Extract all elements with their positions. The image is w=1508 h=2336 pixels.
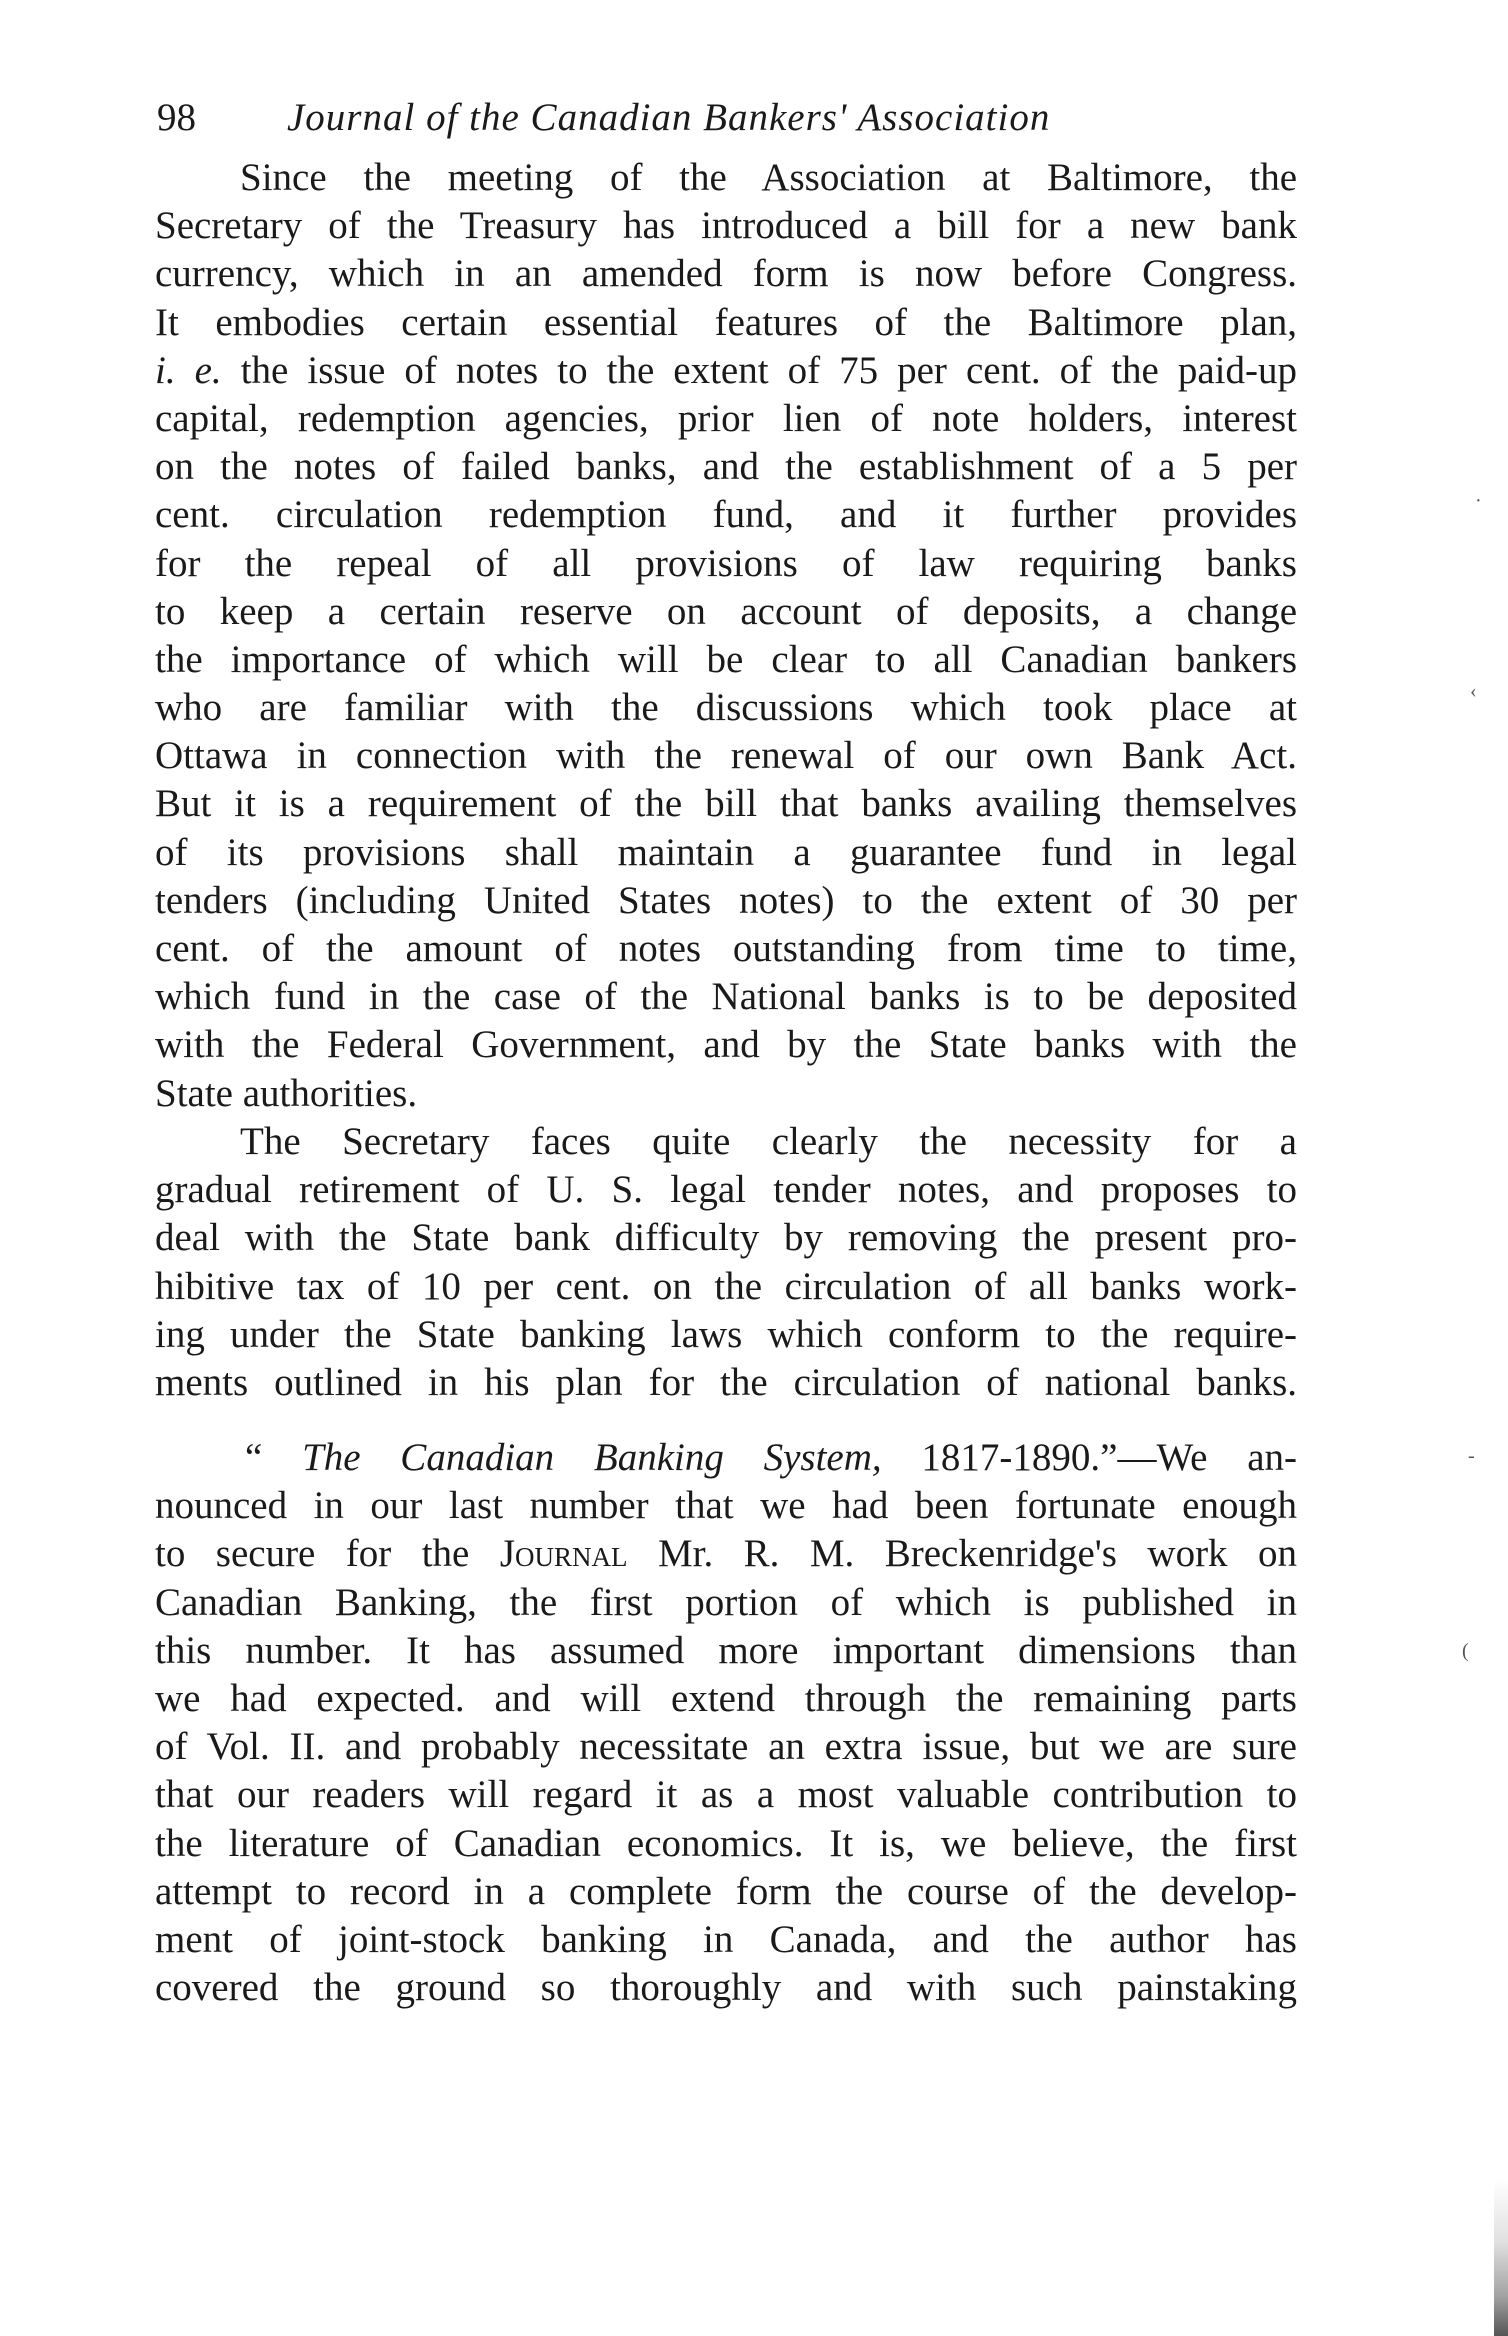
text-line: cent. of the amount of notes outstanding from time to time, bbox=[155, 927, 1297, 970]
text-line: ing under the State banking laws which conform to the require- bbox=[155, 1312, 1297, 1356]
text-line: that our readers will regard it as a most valuable contribution to bbox=[155, 1773, 1297, 1817]
small-caps-journal: Journal bbox=[499, 1532, 628, 1576]
text-run: to secure for the bbox=[155, 1532, 500, 1576]
text-line: to keep a certain reserve on account of deposits, a change bbox=[155, 589, 1297, 633]
open-quote: “ bbox=[245, 1436, 303, 1479]
text-line: But it is a requirement of the bill that banks availing themselves bbox=[155, 782, 1297, 826]
text-line: with the Federal Government, and by the State banks with the bbox=[155, 1023, 1297, 1067]
text-line: tenders (including United States notes) to the extent of 30 per bbox=[155, 878, 1297, 922]
text-line: nounced in our last number that we had been fortunate enough bbox=[155, 1484, 1297, 1528]
text-line: of Vol. II. and probably necessitate an extra issue, but we are sure bbox=[155, 1725, 1297, 1769]
scan-speck: - bbox=[1468, 1445, 1475, 1467]
paragraph-secretary-plan bbox=[155, 1118, 1297, 1407]
text-line bbox=[155, 347, 1297, 395]
text-line: hibitive tax of 10 per cent. on the circulation of all banks work- bbox=[155, 1264, 1297, 1308]
text-line: we had expected. and will extend through the remaining parts bbox=[155, 1676, 1297, 1720]
paragraph-canadian-banking-system bbox=[155, 1434, 1297, 2012]
text-line: attempt to record in a complete form the course of the develop- bbox=[155, 1869, 1297, 1913]
page-number: 98 bbox=[157, 96, 196, 139]
running-head bbox=[157, 88, 1297, 148]
text-line: State authorities. bbox=[155, 1071, 418, 1115]
text-line: who are familiar with the discussions which took place at bbox=[155, 686, 1297, 730]
text-run: the issue of notes to the extent of 75 per cent. of the paid-up bbox=[221, 348, 1297, 392]
text-line: Since the meeting of the Association at Baltimore, the bbox=[240, 156, 1297, 199]
text-line: on the notes of failed banks, and the establishment of a 5 per bbox=[155, 445, 1297, 489]
text-line: It embodies certain essential features of the Baltimore plan, bbox=[155, 300, 1297, 344]
text-line: the literature of Canadian economics. It is, we believe, the first bbox=[155, 1821, 1297, 1865]
text-line: Secretary of the Treasury has introduced a bill for a new bank bbox=[155, 204, 1297, 248]
text-line: cent. circulation redemption fund, and it further provides bbox=[155, 493, 1297, 537]
text-run: 1817-1890.”—We an- bbox=[881, 1436, 1298, 1479]
text-line: gradual retirement of U. S. legal tender notes, and proposes to bbox=[155, 1168, 1297, 1212]
text-line: ment of joint-stock banking in Canada, and the author has bbox=[155, 1917, 1297, 1961]
text-line: deal with the State bank difficulty by removing the present pro- bbox=[155, 1216, 1297, 1260]
text-line: currency, which in an amended form is now before Congress. bbox=[155, 252, 1297, 296]
scan-speck: · bbox=[1475, 490, 1482, 512]
italic-title: The Canadian Banking System, bbox=[302, 1436, 882, 1479]
text-line: covered the ground so thoroughly and with such painstaking bbox=[155, 1966, 1297, 2010]
text-line: for the repeal of all provisions of law requiring banks bbox=[155, 541, 1297, 585]
paragraph-treasury-bill bbox=[155, 154, 1297, 1118]
journal-title: Journal of the Canadian Bankers' Association bbox=[287, 96, 1051, 139]
text-line: Canadian Banking, the first portion of which is published in bbox=[155, 1580, 1297, 1624]
text-line: this number. It has assumed more important dimensions than bbox=[155, 1628, 1297, 1672]
text-run: Mr. R. M. Breckenridge's work on bbox=[627, 1532, 1297, 1576]
italic-abbreviation: i. e. bbox=[155, 348, 222, 392]
text-line bbox=[155, 1434, 1297, 1482]
text-line: of its provisions shall maintain a guarantee fund in legal bbox=[155, 830, 1297, 874]
text-line: ments outlined in his plan for the circulation of national banks. bbox=[155, 1360, 1297, 1404]
text-line: Ottawa in connection with the renewal of our own Bank Act. bbox=[155, 734, 1297, 778]
scan-speck: ( bbox=[1462, 1640, 1469, 1662]
text-line: The Secretary faces quite clearly the necessity for a bbox=[240, 1120, 1297, 1163]
scan-speck: ‹ bbox=[1470, 680, 1477, 702]
text-line: the importance of which will be clear to all Canadian bankers bbox=[155, 637, 1297, 681]
page-edge-shadow bbox=[1494, 2180, 1508, 2336]
text-line: capital, redemption agencies, prior lien of note holders, interest bbox=[155, 396, 1297, 440]
text-line bbox=[155, 1530, 1297, 1578]
text-line: which fund in the case of the National banks is to be deposited bbox=[155, 975, 1297, 1019]
